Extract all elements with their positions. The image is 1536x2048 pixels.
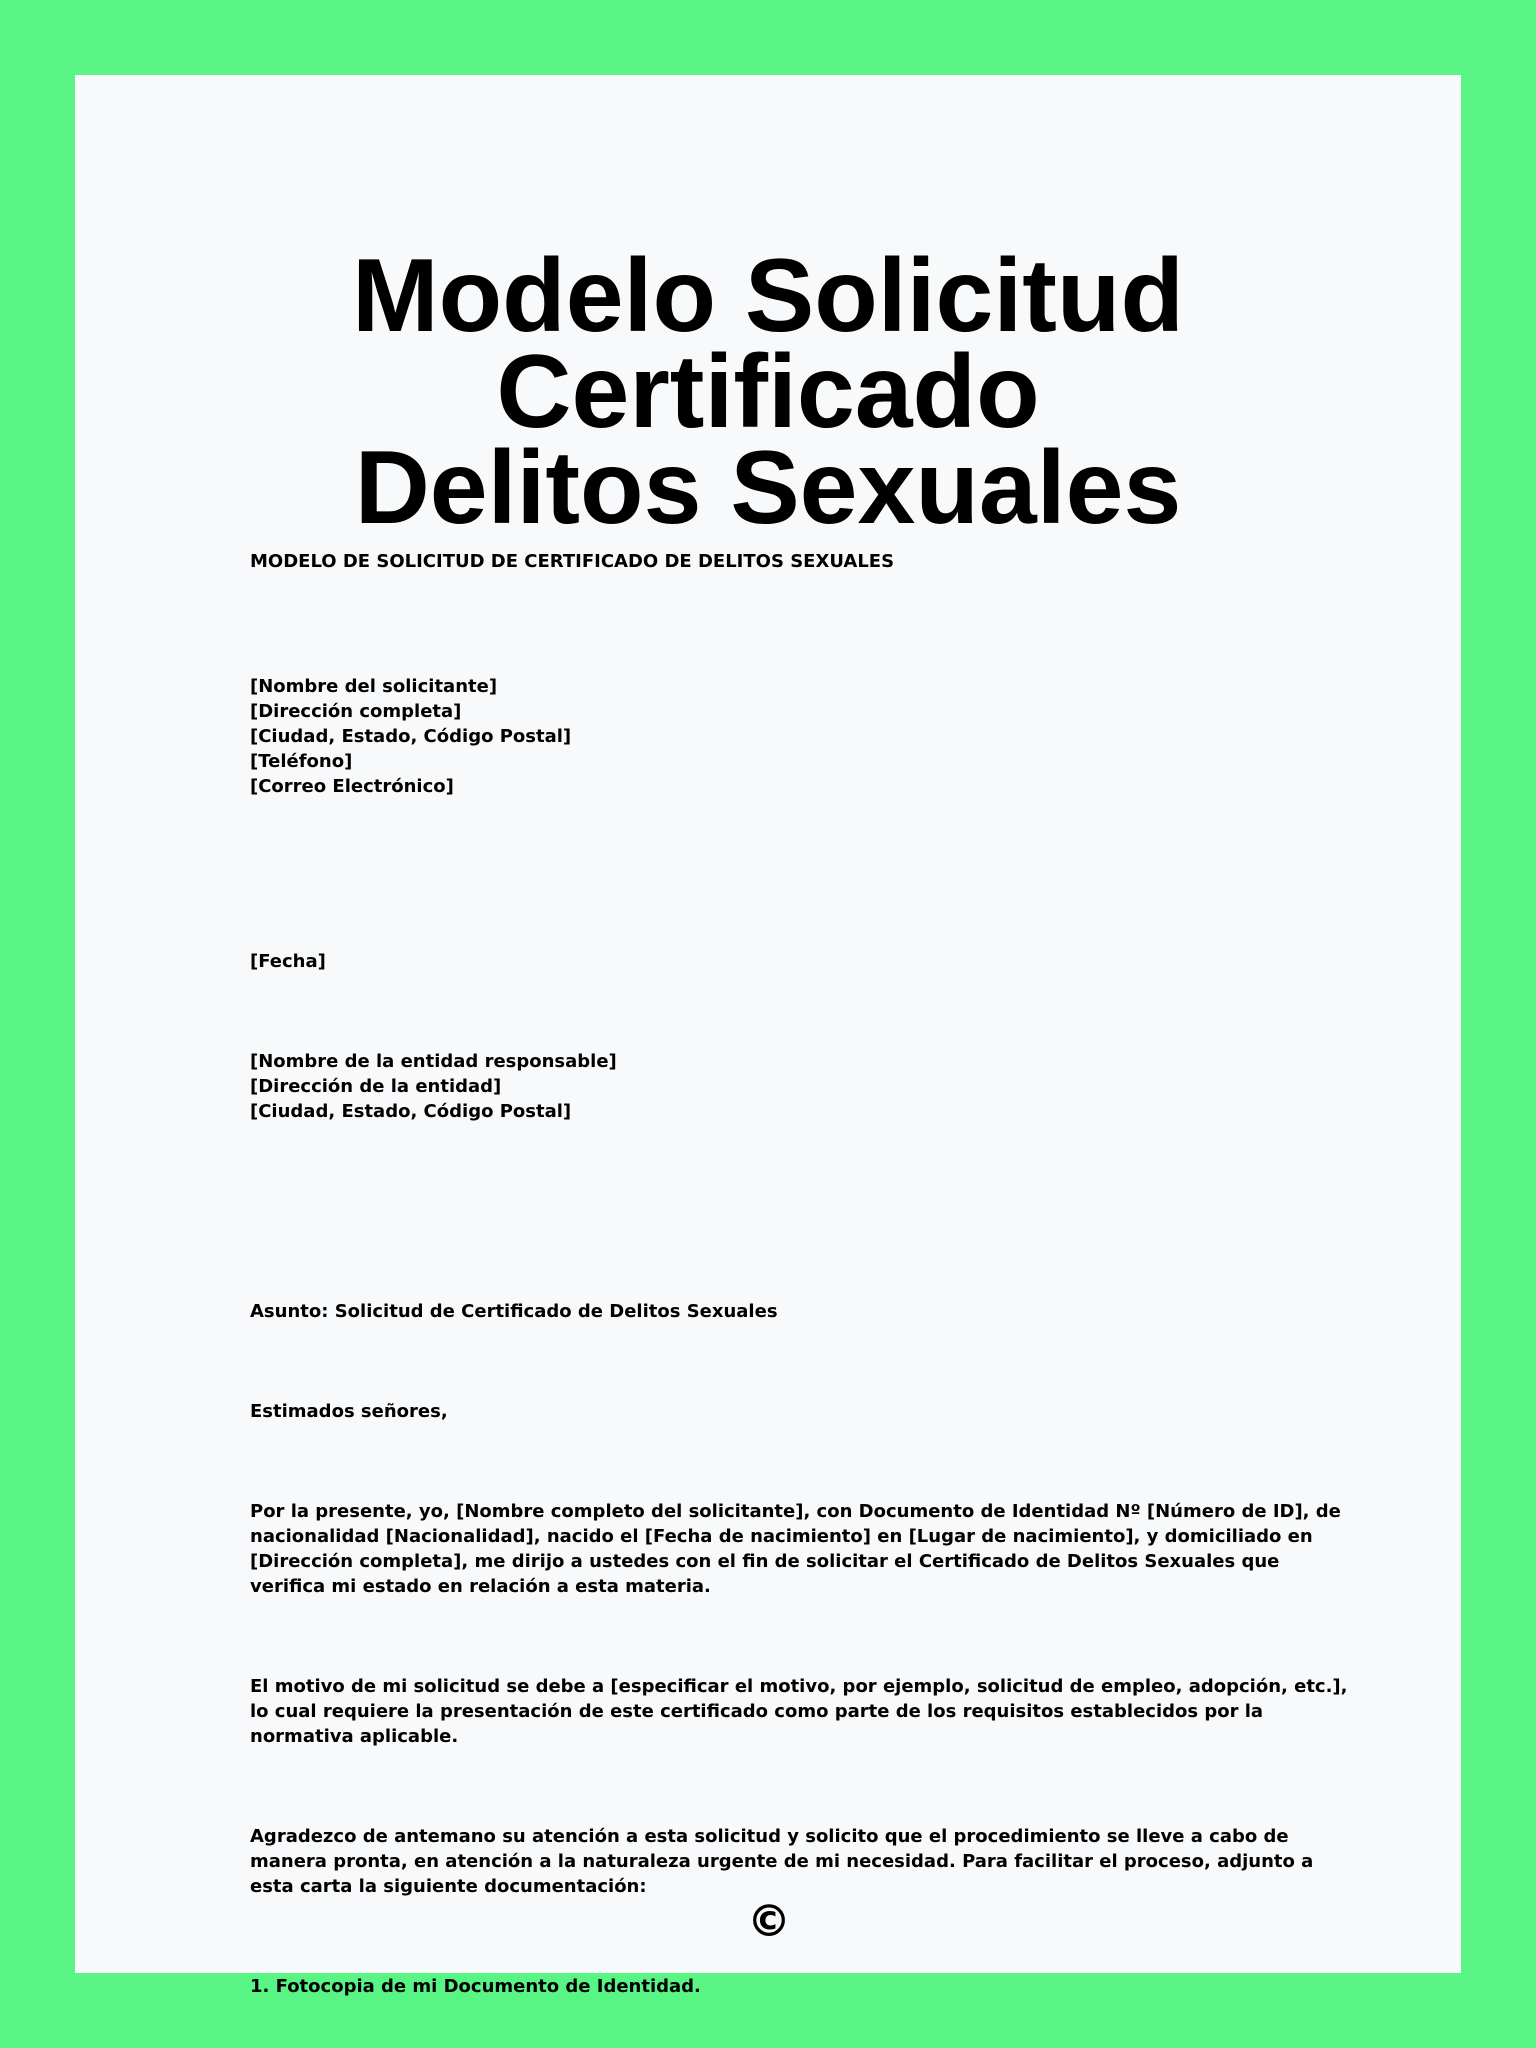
sender-email: [Correo Electrónico] xyxy=(250,776,454,797)
sender-city: [Ciudad, Estado, Código Postal] xyxy=(250,726,572,747)
sender-phone: [Teléfono] xyxy=(250,751,353,772)
recipient-address: [Dirección de la entidad] xyxy=(250,1076,502,1097)
sender-name: [Nombre del solicitante] xyxy=(250,676,498,697)
document-title xyxy=(75,238,1461,546)
letter-greeting: Estimados señores, xyxy=(250,1401,448,1422)
title-line-2: Delitos Sexuales xyxy=(354,430,1182,546)
sender-block xyxy=(250,674,1350,799)
paragraph-3: Agradezco de antemano su atención a esta solicitud y solicito que el procedimiento se lleve a cabo de manera pronta, en atención a la naturaleza urgente de mi necesidad. Para facilitar el proceso, adjunto a esta carta la siguiente documentación: xyxy=(250,1826,1314,1897)
recipient-city: [Ciudad, Estado, Código Postal] xyxy=(250,1101,572,1122)
letter-heading: MODELO DE SOLICITUD DE CERTIFICADO DE DELITOS SEXUALES xyxy=(250,551,895,572)
copyright-icon: © xyxy=(747,1896,791,1947)
sender-address: [Dirección completa] xyxy=(250,701,462,722)
paragraph-2: El motivo de mi solicitud se debe a [especificar el motivo, por ejemplo, solicitud de empleo, adopción, etc.], lo cual requiere la presentación de este certificado como parte de los requisitos establecidos por la normativa aplicable. xyxy=(250,1676,1348,1747)
letter-date: [Fecha] xyxy=(250,951,326,972)
document-page xyxy=(75,75,1461,1997)
letter-subject: Asunto: Solicitud de Certificado de Delitos Sexuales xyxy=(250,1301,778,1322)
title-line-1: Modelo Solicitud Certificado xyxy=(352,238,1184,450)
paragraph-1: Por la presente, yo, [Nombre completo del solicitante], con Documento de Identidad Nº [Número de ID], de nacionalidad [Nacionalidad], nacido el [Fecha de nacimiento] en [Lugar de nacimiento], y domiciliado en [Dirección completa], me dirijo a ustedes con el fin de solicitar el Certificado de Delitos Sexuales que verifica mi estado en relación a esta materia. xyxy=(250,1501,1341,1597)
recipient-name: [Nombre de la entidad responsable] xyxy=(250,1051,617,1072)
recipient-block xyxy=(250,1049,1350,1124)
list-item: 1. Fotocopia de mi Documento de Identidad. xyxy=(250,1976,701,1997)
